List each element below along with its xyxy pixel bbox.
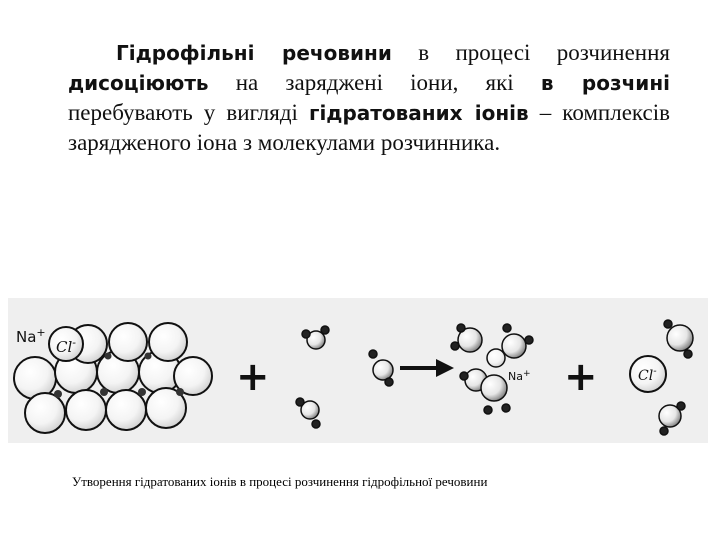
body-paragraph xyxy=(68,38,670,157)
hydrated-na-cluster xyxy=(451,324,533,414)
text-segment: в процесі розчинення xyxy=(391,40,670,65)
crystal-lattice xyxy=(14,323,212,433)
plus-sign: + xyxy=(564,354,598,400)
term-hydrophilic: Гідрофільні речовини xyxy=(116,41,392,65)
ion-sphere xyxy=(25,393,65,433)
ion-sphere xyxy=(109,323,147,361)
label-na-hydrated: Na+ xyxy=(508,369,531,383)
water-molecules xyxy=(296,326,393,428)
figure-caption: Утворення гідратованих іонів в процесі розчинення гідрофільної речовини xyxy=(72,474,488,489)
dissolution-illustration xyxy=(8,298,708,443)
text-segment: на заряджені іони, які xyxy=(208,70,541,95)
ion-sphere xyxy=(149,323,187,361)
term-dissociate: дисоціюють xyxy=(68,71,209,95)
label-na-crystal: Na+ xyxy=(16,326,46,346)
text-segment: – комплексів зарядженого іона з молекулами розчинника. xyxy=(68,100,670,155)
text-segment: перебувають у вигляді xyxy=(68,100,309,125)
dissolution-diagram xyxy=(8,298,708,443)
term-hydrated-ions: гідратованих іонів xyxy=(309,101,529,125)
term-in-solution: в розчині xyxy=(540,71,670,95)
label-cl-crystal: Cl- xyxy=(56,336,76,356)
ion-sphere xyxy=(106,390,146,430)
label-cl-free: Cl- xyxy=(638,366,657,384)
ion-sphere xyxy=(66,390,106,430)
plus-sign: + xyxy=(236,354,270,400)
reaction-arrow xyxy=(400,359,454,377)
